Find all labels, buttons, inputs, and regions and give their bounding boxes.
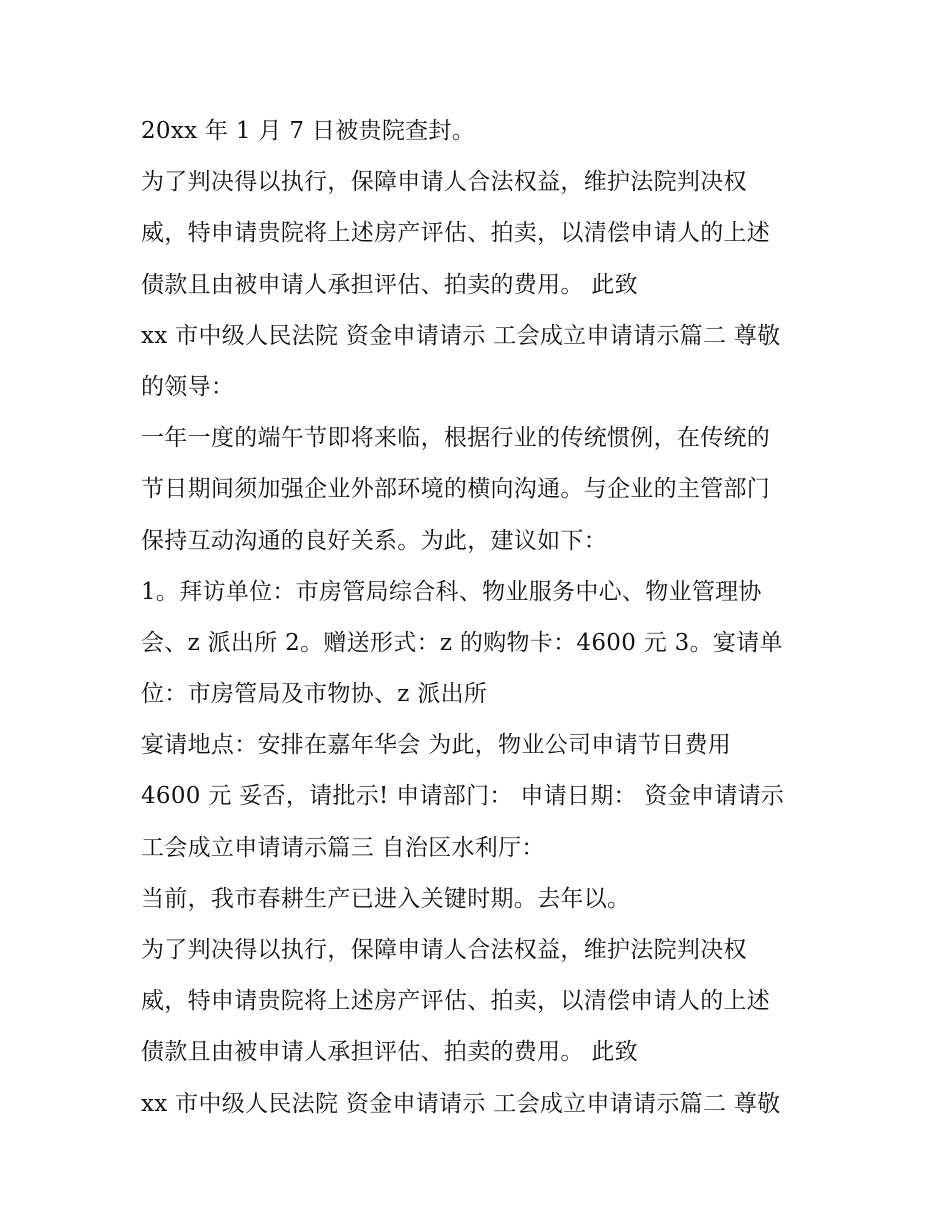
text-line: 宴请地点：安排在嘉年华会 为此，物业公司申请节日费用 [141, 732, 732, 759]
text-line: 1。拜访单位：市房管局综合科、物业服务中心、物业管理协 [141, 578, 762, 605]
text-line: 会、z 派出所 2。赠送形式：z 的购物卡：4600 元 3。宴请单 [141, 629, 783, 656]
text-line: 债款且由被申请人承担评估、拍卖的费用。 此致 [141, 271, 638, 298]
text-line: 4600 元 妥否，请批示! 申请部门： 申请日期： 资金申请请示 [141, 783, 785, 810]
text-line: 保持互动沟通的良好关系。为此，建议如下： [141, 527, 607, 554]
text-line: 当前，我市春耕生产已进入关键时期。去年以。 [141, 885, 631, 912]
text-line: xx 市中级人民法院 资金申请请示 工会成立申请请示篇二 尊敬 [141, 322, 781, 349]
text-line: 为了判决得以执行，保障申请人合法权益，维护法院判决权 [141, 169, 747, 196]
text-line: 20xx 年 1 月 7 日被贵院查封。 [141, 118, 476, 144]
text-line: 威，特申请贵院将上述房产评估、拍卖，以清偿申请人的上述 [141, 988, 771, 1015]
text-line: 节日期间须加强企业外部环境的横向沟通。与企业的主管部门 [141, 476, 771, 503]
text-line: 位：市房管局及市物协、z 派出所 [141, 681, 488, 708]
text-line: xx 市中级人民法院 资金申请请示 工会成立申请请示篇二 尊敬 [141, 1090, 781, 1117]
text-line: 债款且由被申请人承担评估、拍卖的费用。 此致 [141, 1039, 638, 1066]
text-line: 的领导： [141, 373, 235, 400]
text-line: 一年一度的端午节即将来临，根据行业的传统惯例，在传统的 [141, 425, 771, 452]
text-line: 工会成立申请请示篇三 自治区水利厅： [141, 834, 545, 861]
text-line: 为了判决得以执行，保障申请人合法权益，维护法院判决权 [141, 937, 747, 963]
text-line: 威，特申请贵院将上述房产评估、拍卖，以清偿申请人的上述 [141, 220, 771, 247]
document-body [141, 106, 821, 1130]
